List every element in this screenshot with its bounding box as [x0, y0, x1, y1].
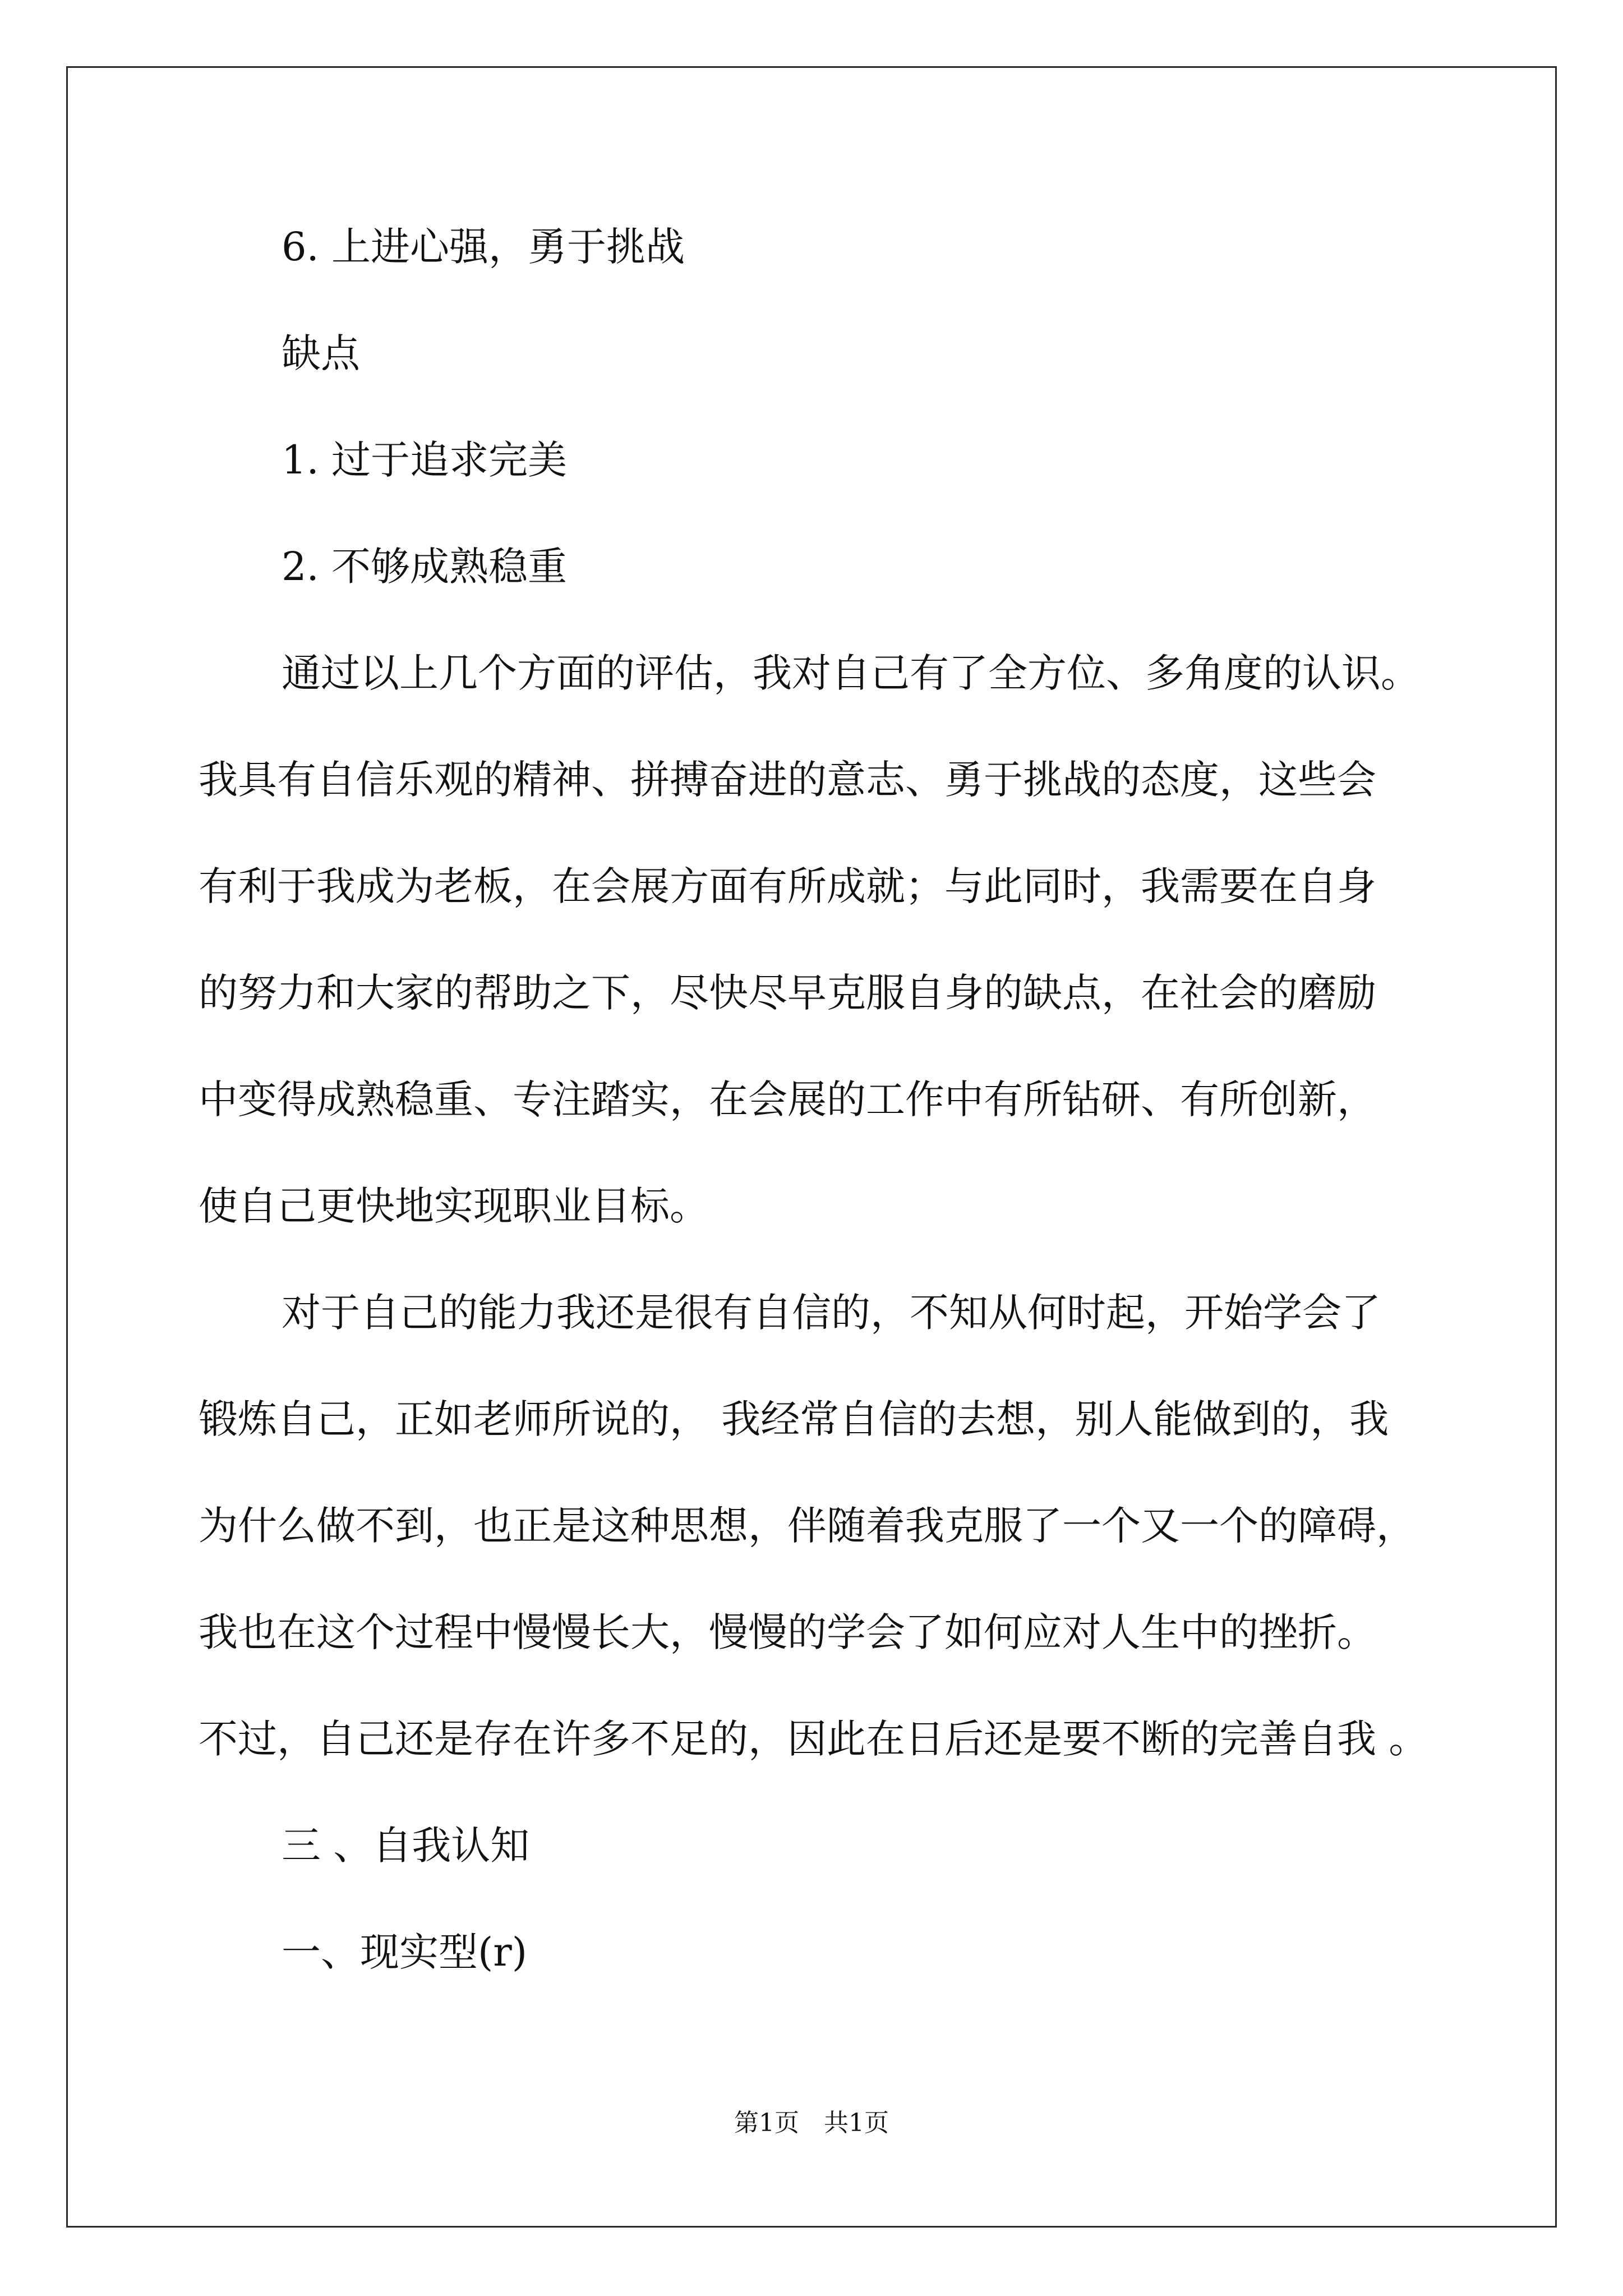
paragraph-1-line-1: 通过以上几个方面的评估，我对自己有了全方位、多角度的认识。	[282, 650, 1420, 696]
paragraph-1-line-4: 的努力和大家的帮助之下，尽快尽早克服自身的缺点，在社会的磨励	[199, 970, 1376, 1016]
list-item-6: 6. 上进心强，勇于挑战	[282, 224, 685, 270]
paragraph-1-line-2: 我具有自信乐观的精神、拼搏奋进的意志、勇于挑战的态度，这些会	[199, 757, 1376, 803]
paragraph-1-line-5: 中变得成熟稳重、专注踏实，在会展的工作中有所钻研、有所创新，	[199, 1076, 1376, 1122]
list-item-2: 2. 不够成熟稳重	[282, 544, 568, 590]
paragraph-1-line-6: 使自己更快地实现职业目标。	[199, 1183, 709, 1229]
paragraph-1-line-3: 有利于我成为老板，在会展方面有所成就；与此同时，我需要在自身	[199, 863, 1376, 909]
paragraph-2-line-3: 为什么做不到，也正是这种思想，伴随着我克服了一个又一个的障碍，	[199, 1503, 1415, 1549]
paragraph-2-line-5: 不过，自己还是存在许多不足的，因此在日后还是要不断的完善自我 。	[199, 1716, 1428, 1762]
paragraph-2-line-2: 锻炼自己，正如老师所说的， 我经常自信的去想，别人能做到的，我	[199, 1396, 1389, 1442]
section-heading-self-cognition: 三 、自我认知	[282, 1823, 530, 1869]
subsection-heading-realistic-type: 一、现实型(r)	[282, 1929, 528, 1975]
page-border	[66, 66, 1557, 2228]
list-item-1: 1. 过于追求完美	[282, 437, 568, 483]
paragraph-2-line-1: 对于自己的能力我还是很有自信的，不知从何时起，开始学会了	[282, 1290, 1381, 1336]
paragraph-2-line-4: 我也在这个过程中慢慢长大，慢慢的学会了如何应对人生中的挫折。	[199, 1609, 1376, 1655]
page-footer: 第1页 共1页	[734, 2109, 889, 2137]
section-heading-weaknesses: 缺点	[282, 330, 360, 376]
